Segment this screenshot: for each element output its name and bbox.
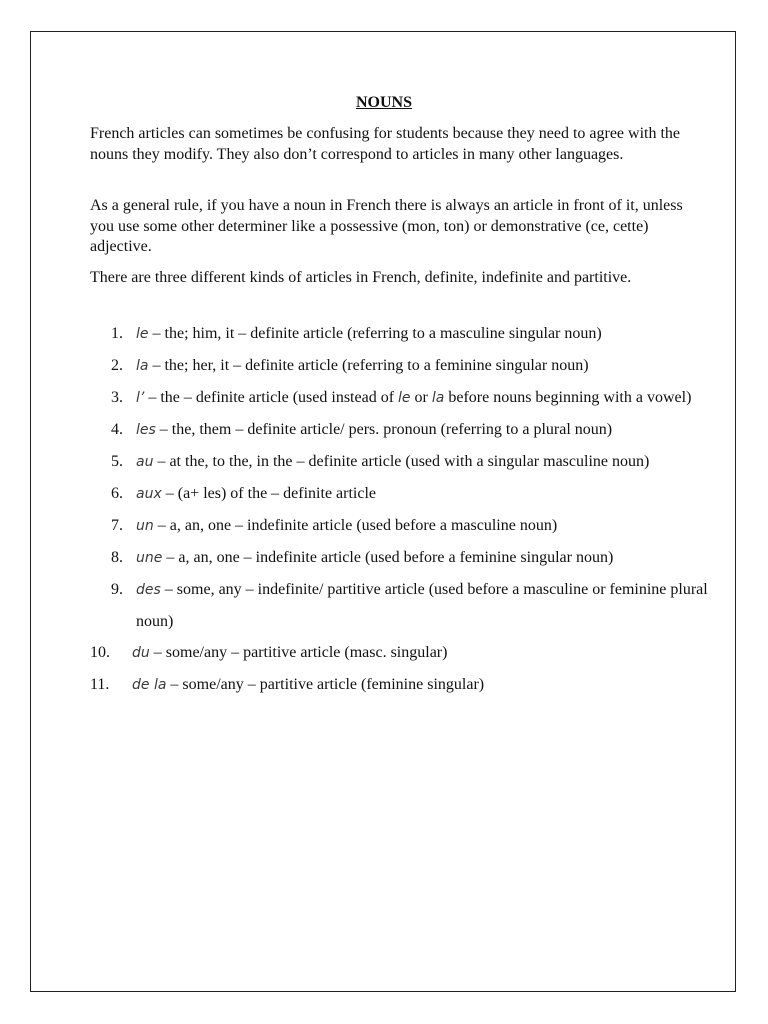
article-term: la [136, 358, 149, 374]
list-number: 9. [111, 581, 123, 598]
page-title: NOUNS [355, 94, 412, 111]
article-term: de la [132, 677, 167, 693]
article-description: – (a+ les) of the – definite article [161, 485, 377, 502]
list-number: 5. [111, 453, 123, 470]
intro-paragraph: French articles can sometimes be confusing for students because they need to agree with the nouns they modify. They also don’t correspond to articles in many other languages. [90, 125, 681, 163]
article-description: – the; him, it – definite article (referring to a masculine singular noun) [148, 325, 602, 342]
list-item [90, 382, 710, 414]
list-item [90, 478, 710, 510]
article-term: l’ [136, 390, 145, 406]
list-item [90, 446, 710, 478]
article-description: – the; her, it – definite article (referring to a feminine singular noun) [148, 357, 589, 374]
article-description: – at the, to the, in the – definite article (used with a singular masculine noun) [153, 453, 650, 470]
article-term: une [136, 550, 163, 566]
article-term: du [132, 645, 150, 661]
list-number: 4. [111, 421, 123, 438]
article-term: au [136, 454, 154, 470]
article-term: les [136, 422, 156, 438]
kinds-paragraph: There are three different kinds of articles in French, definite, indefinite and partitive. [90, 269, 632, 286]
general-rule-paragraph: As a general rule, if you have a noun in French there is always an article in front of it, unless you use some other determiner like a possessive (mon, ton) or demonstrative (ce, cette) adjective. [90, 197, 683, 255]
list-number: 8. [111, 549, 123, 566]
article-description: – a, an, one – indefinite article (used before a masculine noun) [153, 517, 558, 534]
list-number: 2. [111, 357, 123, 374]
article-description: – some/any – partitive article (feminine singular) [166, 676, 485, 693]
article-term-inline: le [398, 390, 411, 406]
articles-list [90, 318, 710, 701]
list-number: 10. [90, 644, 110, 661]
list-number: 1. [111, 325, 123, 342]
list-item [90, 637, 710, 669]
list-number: 11. [90, 676, 110, 693]
list-number: 3. [111, 389, 123, 406]
list-item [90, 318, 710, 350]
list-item [90, 669, 710, 701]
article-description-part: before nouns beginning with a vowel) [444, 389, 692, 406]
list-number: 6. [111, 485, 123, 502]
list-number: 7. [111, 517, 123, 534]
article-term-inline: la [431, 390, 445, 406]
list-item [90, 574, 710, 637]
list-item [90, 350, 710, 382]
article-term: des [136, 582, 161, 598]
list-item [90, 414, 710, 446]
article-description: – the, them – definite article/ pers. pronoun (referring to a plural noun) [155, 421, 613, 438]
list-item [90, 542, 710, 574]
list-item [90, 510, 710, 542]
article-term: le [136, 326, 149, 342]
article-term: un [136, 518, 154, 534]
article-description: – some, any – indefinite/ partitive article (used before a masculine or feminine plural noun) [136, 581, 708, 630]
article-description-part: or [410, 389, 432, 406]
article-description: – a, an, one – indefinite article (used before a feminine singular noun) [162, 549, 614, 566]
article-description: – the – definite article (used instead of [144, 389, 399, 406]
article-term: aux [136, 486, 162, 502]
article-description: – some/any – partitive article (masc. singular) [149, 644, 448, 661]
